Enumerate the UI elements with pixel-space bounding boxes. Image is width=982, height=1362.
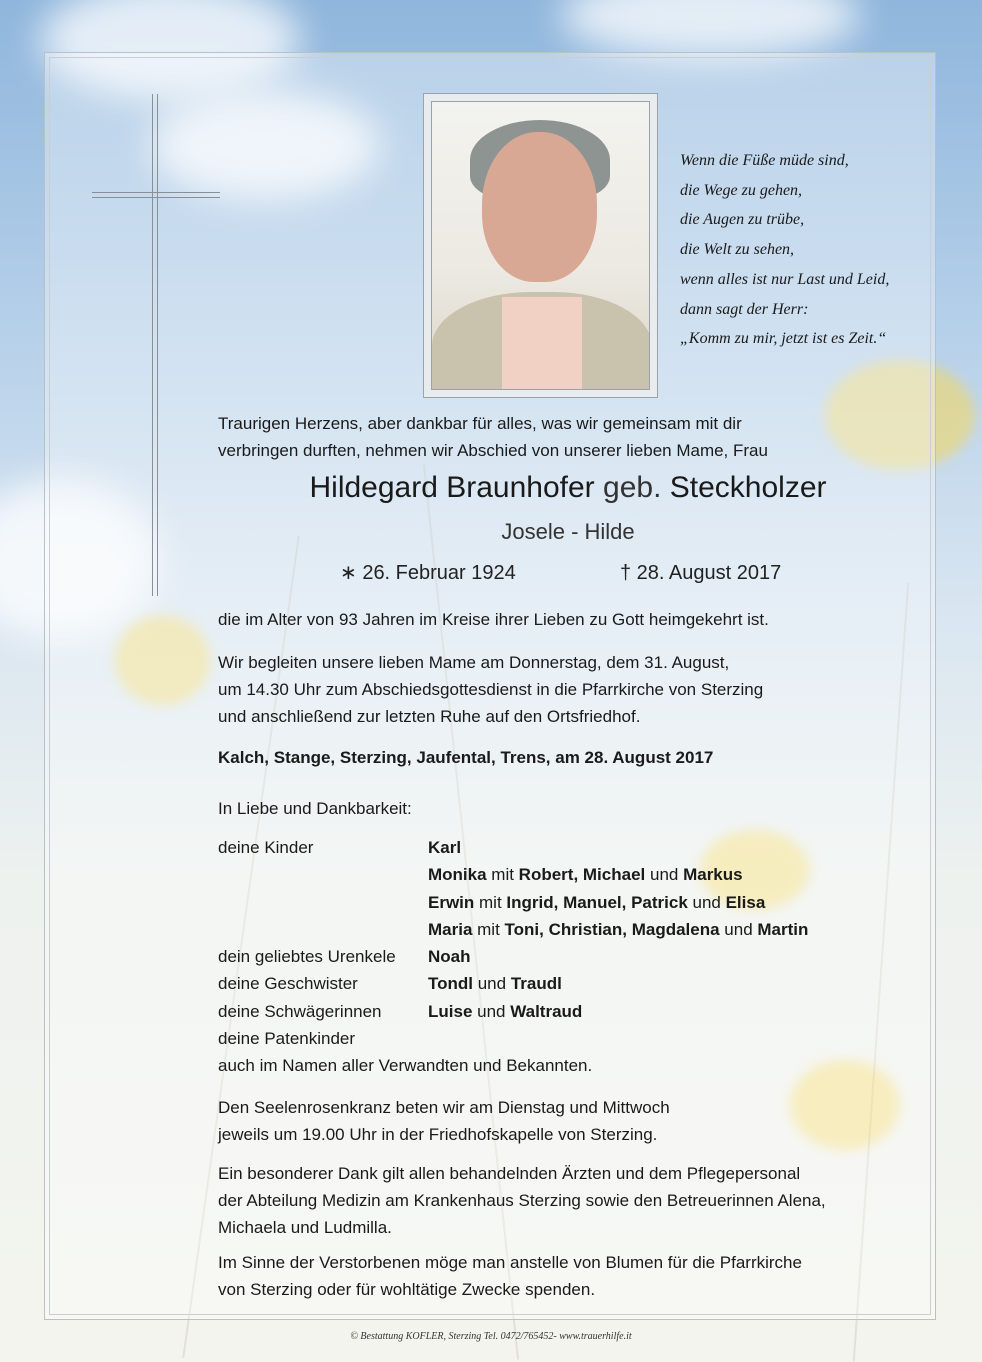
death-date: † 28. August 2017 xyxy=(620,562,782,584)
family-row xyxy=(218,861,918,888)
funeral-line: Wir begleiten unsere lieben Mame am Donnerstag, dem 31. August, xyxy=(218,653,730,672)
family-member-name: Monika xyxy=(428,865,487,885)
connector-text: und xyxy=(645,865,684,885)
family-row xyxy=(218,943,918,970)
family-member-name: Luise xyxy=(428,1001,473,1021)
family-label: deine Schwägerinnen xyxy=(218,1001,382,1021)
family-label: deine Geschwister xyxy=(218,974,358,994)
family-member-name: Markus xyxy=(683,865,743,885)
family-member-name: Robert, Michael xyxy=(518,865,646,885)
rosary-line: jeweils um 19.00 Uhr in der Friedhofskapelle von Sterzing. xyxy=(218,1124,658,1144)
family-member-name: Traudl xyxy=(510,974,562,994)
family-member-name: Erwin xyxy=(428,892,475,912)
footer-credit: © Bestattung KOFLER, Sterzing Tel. 0472/765452- www.trauerhilfe.it xyxy=(350,1331,632,1342)
poem-line: Wenn die Füße müde sind, xyxy=(680,152,849,169)
connector-text: und xyxy=(687,892,726,912)
nickname: Josele - Hilde xyxy=(501,519,635,544)
family-label: auch im Namen aller Verwandten und Bekannten. xyxy=(218,1056,593,1076)
family-row xyxy=(218,889,918,916)
family-row xyxy=(218,916,918,943)
family-member-name: Tondl xyxy=(428,974,473,994)
family-row xyxy=(218,834,918,861)
intro-line: verbringen durften, nehmen wir Abschied von unserer lieben Mame, Frau xyxy=(218,441,768,460)
main-text-column xyxy=(218,410,918,1303)
family-names xyxy=(428,889,765,916)
name-geb: geb. xyxy=(603,471,662,504)
poem-line: die Augen zu trübe, xyxy=(680,211,805,229)
funeral-line: und anschließend zur letzten Ruhe auf den Ortsfriedhof. xyxy=(218,707,641,726)
cross-icon-bar xyxy=(92,192,220,198)
poem-line: „Komm zu mir, jetzt ist es Zeit.“ xyxy=(680,330,887,348)
birth-date: ∗ 26. Februar 1924 xyxy=(340,562,516,584)
family-label: deine Kinder xyxy=(218,838,314,857)
connector-text: mit xyxy=(474,892,507,912)
name-first: Hildegard Braunhofer xyxy=(309,471,595,504)
thanks-line: Michaela und Ludmilla. xyxy=(218,1217,392,1237)
donation-line: Im Sinne der Verstorbenen möge man anstelle von Blumen für die Pfarrkirche xyxy=(218,1252,802,1272)
family-names xyxy=(428,998,582,1025)
connector-text: mit xyxy=(472,919,505,939)
donation-line: von Sterzing oder für wohltätige Zwecke spenden. xyxy=(218,1279,596,1299)
poem-line: wenn alles ist nur Last und Leid, xyxy=(680,270,890,288)
family-member-name: Noah xyxy=(428,947,471,967)
name-maiden: Steckholzer xyxy=(669,471,827,504)
deceased-name xyxy=(218,468,918,508)
family-member-name: Karl xyxy=(428,838,462,857)
family-member-name: Waltraud xyxy=(510,1001,583,1021)
intro-text xyxy=(218,410,918,464)
family-names xyxy=(428,970,562,997)
cloud xyxy=(560,0,860,60)
family-member-name: Toni, Christian, Magdalena xyxy=(504,919,720,939)
family-member-name: Elisa xyxy=(725,892,766,912)
love-line: In Liebe und Dankbarkeit: xyxy=(218,799,412,818)
family-row xyxy=(218,1052,918,1079)
cross-icon xyxy=(152,94,158,596)
family-member-name: Martin xyxy=(757,919,809,939)
connector-text: und xyxy=(719,919,758,939)
rosary-text xyxy=(218,1094,918,1148)
thanks-line: Ein besonderer Dank gilt allen behandelnden Ärzten und dem Pflegepersonal xyxy=(218,1163,801,1183)
family-names xyxy=(428,916,808,943)
family-list xyxy=(218,834,918,1080)
connector-text: und xyxy=(472,1001,511,1021)
poem xyxy=(680,146,925,354)
family-label: dein geliebtes Urenkele xyxy=(218,947,396,967)
portrait-photo xyxy=(423,93,658,398)
intro-line: Traurigen Herzens, aber dankbar für alles, was wir gemeinsam mit dir xyxy=(218,414,742,433)
family-member-name: Maria xyxy=(428,919,473,939)
funeral-line: um 14.30 Uhr zum Abschiedsgottesdienst in die Pfarrkirche von Sterzing xyxy=(218,680,764,699)
place-date: Kalch, Stange, Sterzing, Jaufental, Trens, am 28. August 2017 xyxy=(218,748,714,767)
poem-line: dann sagt der Herr: xyxy=(680,300,809,318)
family-row xyxy=(218,998,918,1025)
connector-text: und xyxy=(473,974,511,994)
family-row xyxy=(218,1025,918,1052)
rosary-line: Den Seelenrosenkranz beten wir am Dienstag und Mittwoch xyxy=(218,1097,670,1117)
family-names xyxy=(428,943,471,970)
poem-line: die Welt zu sehen, xyxy=(680,241,795,259)
family-member-name: Ingrid, Manuel, Patrick xyxy=(506,892,688,912)
family-names xyxy=(428,861,743,888)
family-names xyxy=(428,834,461,861)
thanks-text xyxy=(218,1160,918,1241)
funeral-text xyxy=(218,649,918,730)
family-row xyxy=(218,970,918,997)
poem-line: die Wege zu gehen, xyxy=(680,181,803,199)
age-line: die im Alter von 93 Jahren im Kreise ihrer Lieben zu Gott heimgekehrt ist. xyxy=(218,610,769,629)
donation-text xyxy=(218,1249,918,1303)
life-dates xyxy=(218,558,918,588)
connector-text: mit xyxy=(486,865,519,885)
family-label: deine Patenkinder xyxy=(218,1029,356,1049)
thanks-line: der Abteilung Medizin am Krankenhaus Sterzing sowie den Betreuerinnen Alena, xyxy=(218,1190,826,1210)
